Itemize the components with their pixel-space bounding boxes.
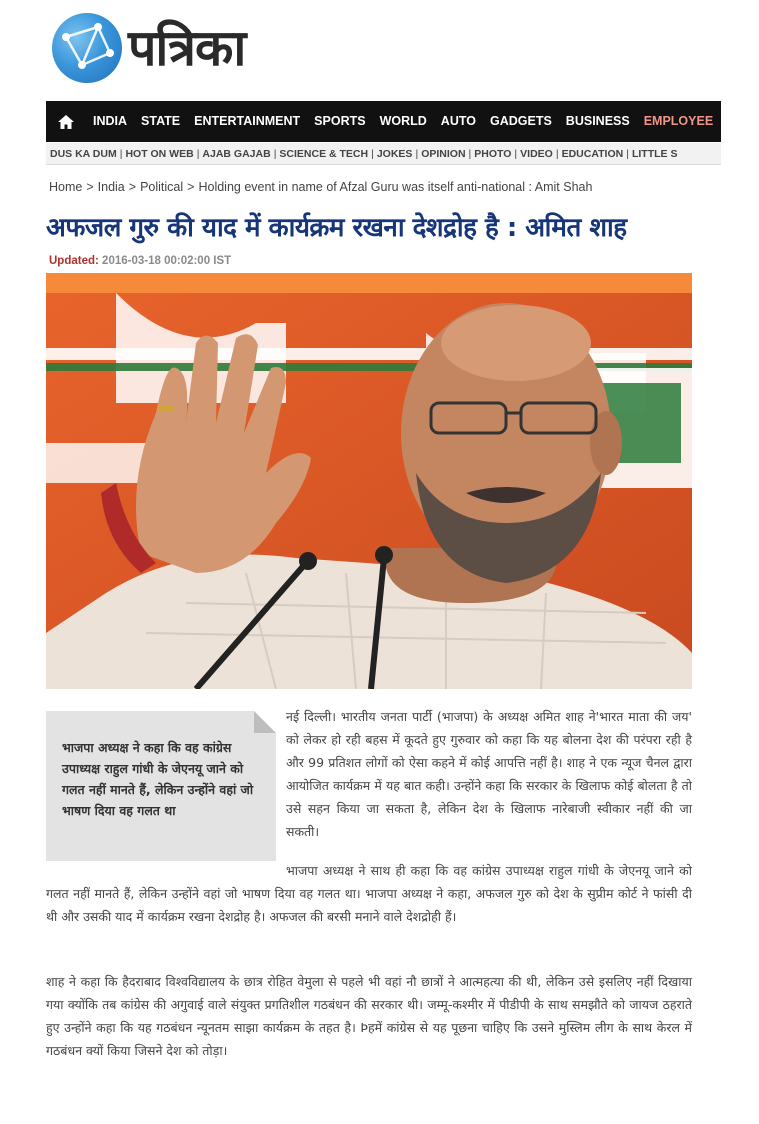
subnav-separator: | (371, 147, 374, 160)
subnav-education[interactable]: EDUCATION (561, 147, 624, 160)
breadcrumb-political[interactable]: Political (140, 180, 184, 194)
subnav-separator: | (555, 147, 559, 160)
subnav-opinion[interactable]: OPINION (421, 147, 466, 160)
subnav-separator: | (196, 147, 200, 160)
subnav-separator: | (514, 147, 518, 160)
breadcrumb-current: Holding event in name of Afzal Guru was itself anti-national : Amit Shah (198, 180, 593, 194)
subnav-separator: | (273, 147, 277, 160)
logo-text: पत्रिका (128, 19, 246, 77)
nav-auto[interactable]: AUTO (440, 114, 476, 128)
updated-timestamp (49, 255, 231, 267)
nav-entertainment[interactable]: ENTERTAINMENT (194, 114, 301, 128)
nav-state[interactable]: STATE (141, 114, 181, 128)
subnav-separator: | (468, 147, 472, 160)
subnav-separator: | (415, 147, 419, 160)
updated-label: Updated: (49, 255, 99, 267)
nav-employee[interactable]: EMPLOYEE (643, 114, 714, 128)
subnav-hot-on-web[interactable]: HOT ON WEB (125, 147, 194, 160)
nav-world[interactable]: WORLD (379, 114, 427, 128)
subnav-photo[interactable]: PHOTO (474, 147, 512, 160)
breadcrumb-separator: > (86, 180, 94, 194)
nav-gadgets[interactable]: GADGETS (489, 114, 552, 128)
subnav-ajab-gajab[interactable]: AJAB GAJAB (202, 147, 271, 160)
subnav-little-s[interactable]: LITTLE S (631, 147, 678, 160)
pull-quote-text: भाजपा अध्यक्ष ने कहा कि वह कांग्रेस उपाध्यक्ष राहुल गांधी के जेएनयू जाने को गलत नहीं मानते हैं, लेकिन उन्होंने वहां जो भाषण दिया वह गलत था (62, 740, 254, 818)
updated-value: 2016-03-18 00:02:00 IST (102, 255, 232, 267)
pull-quote (46, 711, 276, 861)
subnav-dus-ka-dum[interactable]: DUS KA DUM (50, 147, 117, 160)
home-button[interactable] (46, 101, 86, 142)
main-nav (46, 101, 721, 142)
site-logo[interactable] (52, 12, 312, 84)
sub-nav (46, 143, 721, 165)
subnav-jokes[interactable]: JOKES (376, 147, 413, 160)
nav-india[interactable]: INDIA (93, 114, 128, 128)
globe-icon (52, 13, 122, 83)
nav-sports[interactable]: SPORTS (314, 114, 366, 128)
breadcrumb-separator: > (128, 180, 137, 194)
article-paragraph: शाह ने कहा कि हैदराबाद विश्वविद्यालय के छात्र रोहित वेमुला से पहले भी वहां नौ छात्रों ने आत्महत्या की थी, लेकिन उसे इसलिए नहीं दिखाया गया क्योंकि तब कांग्रेस की अगुवाई वाले संयुक्त प्रगतिशील गठबंधन की सरकार थी। जम्मू-कश्मीर में पीडीपी के साथ समझौते को जायज ठहराते हुए उन्होंने कहा कि यह गठबंधन न्यूनतम साझा कार्यक्रम के तहत है। Þहमें कांग्रेस से यह पूछना चाहिए कि उसने मुस्लिम लीग के साथ केरल में गठबंधन क्यों किया जिसने देश को तोड़ा। (46, 974, 692, 1058)
subnav-separator: | (626, 147, 629, 160)
home-icon (57, 114, 75, 130)
breadcrumb-india[interactable]: India (97, 180, 125, 194)
breadcrumb-separator: > (187, 180, 195, 194)
article-title: अफजल गुरु की याद में कार्यक्रम रखना देशद्रोह है : अमित शाह (46, 213, 627, 243)
subnav-video[interactable]: VIDEO (520, 147, 553, 160)
subnav-science-tech[interactable]: SCIENCE & TECH (279, 147, 369, 160)
article-paragraph: नई दिल्ली। भारतीय जनता पार्टी (भाजपा) के अध्यक्ष अमित शाह ने'भारत माता की जय' को लेकर हो रही बहस में कूदते हुए गुरुवार को कहा कि यह बोलना देश की परंपरा रही है और 99 प्रतिशत लोगों को ऐसा कहने में कोई आपत्ति नहीं है। शाह ने एक न्यूज चैनल द्वारा आयोजित कार्यक्रम में यह बात कही। उन्होंने कहा कि सरकार के खिलाफ कोई बोलता है तो उसे सहन किया जा सकता है, लेकिन देश के खिलाफ नारेबाजी स्वीकार नहीं की जा सकती। (286, 709, 692, 839)
breadcrumb (49, 180, 592, 194)
article-paragraph: भाजपा अध्यक्ष ने साथ ही कहा कि वह कांग्रेस उपाध्यक्ष राहुल गांधी के जेएनयू जाने को गलत नहीं मानते हैं, लेकिन उन्होंने वहां जो भाषण दिया वह गलत था। भाजपा अध्यक्ष ने कहा, अफजल गुरु को देश के सुप्रीम कोर्ट ने फांसी दी थी और उसकी याद में कार्यक्रम रखना देशद्रोह है। अफजल की बरसी मनाने वाले देशद्रोही हैं। (46, 863, 692, 924)
subnav-separator: | (119, 147, 123, 160)
breadcrumb-home[interactable]: Home (49, 180, 83, 194)
nav-business[interactable]: BUSINESS (565, 114, 630, 128)
article-photo (46, 273, 692, 689)
